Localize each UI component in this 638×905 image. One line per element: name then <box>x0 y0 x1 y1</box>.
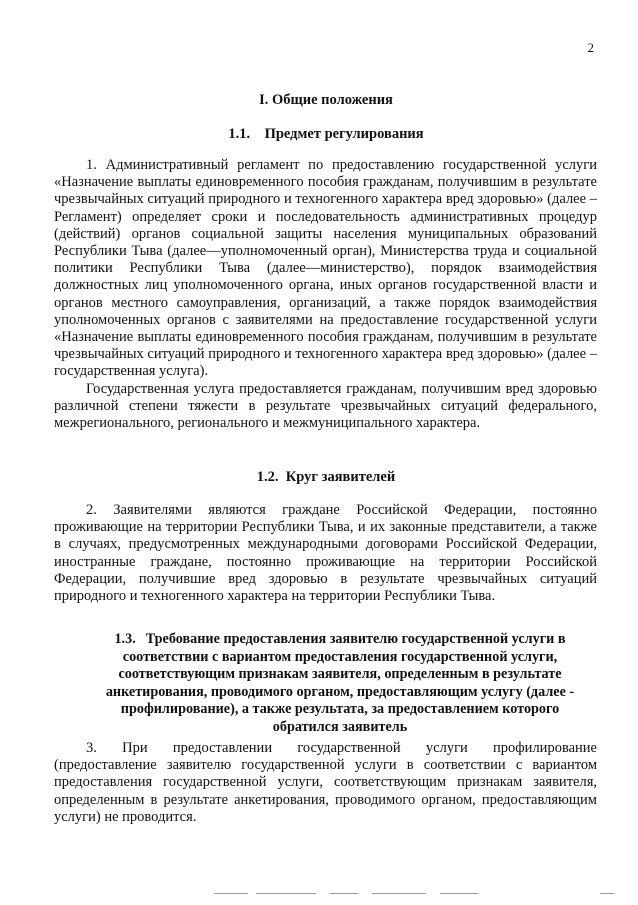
subsection-1-3-text: Требование предоставления заявителю государственной услуги в соответствии с вариантом предоставления государственной услуги, соответствующим признакам заявителя, определенным в результате анкетирования, проводимого органом, предоставляющим услугу (далее - профилирование), а также результата, за предоставлением которого обратился заявитель <box>105 631 575 735</box>
paragraph-3: 3. При предоставлении государственной услуги профилирование (предоставление заявителю государственной услуги в соответствии с вариантом предоставления государственной услуги, соответствующим признакам заявителя, определенным в результате анкетирования, проводимого органом, предоставляющим услуги) не проводится. <box>54 740 601 825</box>
section-1-2-body <box>54 502 597 605</box>
paragraph-1b: Государственная услуга предоставляется гражданам, получившим вред здоровью различной степени тяжести в результате чрезвычайных ситуаций федерального, межрегионального, регионального и межмуниципального характера. <box>54 380 597 432</box>
section-1-3-body <box>54 740 601 826</box>
section-title: I. Общие положения <box>259 92 393 108</box>
subsection-1-3-number: 1.3. <box>114 631 136 647</box>
subsection-title-1-3 <box>90 631 590 736</box>
paragraph-1: 1. Административный регламент по предоставлению государственной услуги «Назначение выплаты единовременного пособия гражданам, получившим в результате чрезвычайных ситуаций природного и техногенного характера вред здоровью» (далее – Регламент) определяет сроки и последовательность административных процедур (действий) органов социальной защиты населения муниципальных образований Республики Тыва (далее—уполномоченный орган), Министерства труда и социальной политики Республики Тыва (далее—министерство), порядок взаимодействия должностных лиц уполномоченного органа, иных органов государственной власти и органов местного самоуправления, организаций, а также порядок взаимодействия уполномоченных органов с заявителями на предоставление государственной услуги «Назначение выплаты единовременного пособия гражданам, получившим в результате чрезвычайных ситуаций природного и техногенного характера вред здоровью» (далее – государственная услуга). <box>54 157 597 380</box>
subsection-title-1-2: 1.2. Круг заявителей <box>256 469 396 485</box>
section-1-1-body <box>54 157 597 432</box>
paragraph-2: 2. Заявителями являются граждане Российской Федерации, постоянно проживающие на территории Республики Тыва, и их законные представители, а также в случаях, предусмотренных международными договорами Российской Федерации, иностранные граждане, постоянно проживающие на территории Российской Федерации, получившие вред здоровью в результате чрезвычайных ситуаций природного и техногенного характера на территории Республики Тыва. <box>54 502 597 605</box>
page-number: 2 <box>587 40 594 55</box>
subsection-title-1-1: 1.1. Предмет регулирования <box>228 126 424 142</box>
scan-artifact-marks <box>0 893 638 897</box>
